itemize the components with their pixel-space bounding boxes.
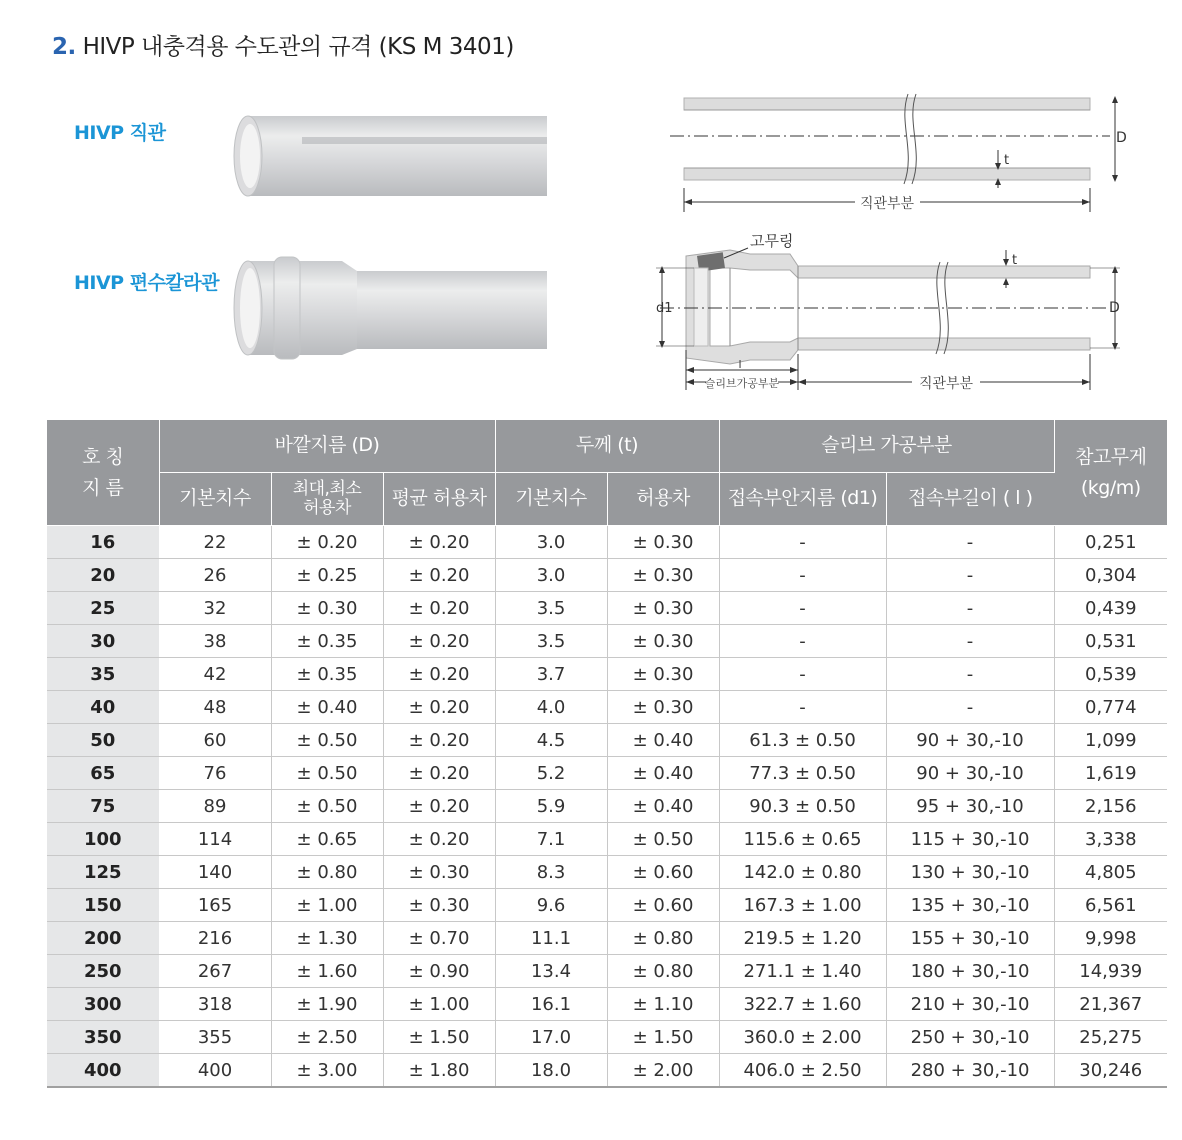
sleeve-d1-cell: 142.0 ± 0.80 <box>719 856 886 889</box>
rubber-ring-label: 고무링 <box>750 232 794 250</box>
table-row <box>47 691 1167 724</box>
sleeve-d1-cell: 77.3 ± 0.50 <box>719 757 886 790</box>
sleeve-length-cell: - <box>886 559 1054 592</box>
t-basic-cell: 3.0 <box>495 526 607 559</box>
nominal-size-cell: 30 <box>47 625 159 658</box>
collar-dim-t-label: t <box>1012 253 1018 268</box>
sleeve-length-cell: 90 + 30,-10 <box>886 724 1054 757</box>
collar-pipe-diagram <box>650 228 1140 398</box>
od-basic-cell: 22 <box>159 526 271 559</box>
sleeve-length-cell: 210 + 30,-10 <box>886 988 1054 1021</box>
od-avg-tol-cell: ± 0.70 <box>383 922 495 955</box>
sleeve-d1-cell: 406.0 ± 2.50 <box>719 1054 886 1088</box>
ref-weight-cell: 25,275 <box>1054 1021 1167 1054</box>
header-t-basic: 기본치수 <box>495 473 607 526</box>
ref-weight-cell: 9,998 <box>1054 922 1167 955</box>
t-tol-cell: ± 0.50 <box>607 823 719 856</box>
od-avg-tol-cell: ± 0.20 <box>383 790 495 823</box>
t-tol-cell: ± 0.30 <box>607 625 719 658</box>
sleeve-length-cell: 280 + 30,-10 <box>886 1054 1054 1088</box>
header-weight: 참고무게 (kg/m) <box>1054 420 1167 526</box>
od-avg-tol-cell: ± 0.20 <box>383 823 495 856</box>
od-basic-cell: 48 <box>159 691 271 724</box>
table-row <box>47 1021 1167 1054</box>
t-basic-cell: 16.1 <box>495 988 607 1021</box>
od-minmax-tol-cell: ± 1.00 <box>271 889 383 922</box>
nominal-size-cell: 40 <box>47 691 159 724</box>
od-basic-cell: 400 <box>159 1054 271 1088</box>
t-basic-cell: 13.4 <box>495 955 607 988</box>
od-avg-tol-cell: ± 0.90 <box>383 955 495 988</box>
dim-D-label: D <box>1116 130 1127 146</box>
t-tol-cell: ± 0.60 <box>607 856 719 889</box>
t-basic-cell: 5.2 <box>495 757 607 790</box>
header-outer-diameter: 바깥지름 (D) <box>159 420 495 473</box>
od-basic-cell: 165 <box>159 889 271 922</box>
ref-weight-cell: 2,156 <box>1054 790 1167 823</box>
sleeve-length-cell: - <box>886 592 1054 625</box>
ref-weight-cell: 30,246 <box>1054 1054 1167 1088</box>
t-basic-cell: 4.0 <box>495 691 607 724</box>
t-basic-cell: 18.0 <box>495 1054 607 1088</box>
od-minmax-tol-cell: ± 0.40 <box>271 691 383 724</box>
sleeve-d1-cell: - <box>719 559 886 592</box>
od-minmax-tol-cell: ± 0.50 <box>271 790 383 823</box>
t-basic-cell: 3.5 <box>495 625 607 658</box>
t-tol-cell: ± 0.30 <box>607 592 719 625</box>
ref-weight-cell: 0,251 <box>1054 526 1167 559</box>
sleeve-d1-cell: 90.3 ± 0.50 <box>719 790 886 823</box>
header-od-basic: 기본치수 <box>159 473 271 526</box>
nominal-size-cell: 20 <box>47 559 159 592</box>
od-avg-tol-cell: ± 0.20 <box>383 559 495 592</box>
table-row <box>47 823 1167 856</box>
table-row <box>47 724 1167 757</box>
ref-weight-cell: 6,561 <box>1054 889 1167 922</box>
sleeve-length-cell: 130 + 30,-10 <box>886 856 1054 889</box>
straight-section-label: 직관부분 <box>859 196 915 212</box>
nominal-size-cell: 400 <box>47 1054 159 1088</box>
dim-d1-label: d1 <box>656 301 673 316</box>
od-basic-cell: 32 <box>159 592 271 625</box>
t-basic-cell: 8.3 <box>495 856 607 889</box>
t-basic-cell: 3.7 <box>495 658 607 691</box>
table-row <box>47 658 1167 691</box>
od-basic-cell: 26 <box>159 559 271 592</box>
sleeve-d1-cell: 61.3 ± 0.50 <box>719 724 886 757</box>
section-number: 2. <box>52 34 76 60</box>
t-tol-cell: ± 0.80 <box>607 922 719 955</box>
od-avg-tol-cell: ± 0.30 <box>383 856 495 889</box>
od-minmax-tol-cell: ± 2.50 <box>271 1021 383 1054</box>
nominal-size-cell: 35 <box>47 658 159 691</box>
sleeve-length-cell: 250 + 30,-10 <box>886 1021 1054 1054</box>
header-thickness: 두께 (t) <box>495 420 719 473</box>
od-avg-tol-cell: ± 0.30 <box>383 889 495 922</box>
od-avg-tol-cell: ± 0.20 <box>383 757 495 790</box>
t-basic-cell: 11.1 <box>495 922 607 955</box>
od-avg-tol-cell: ± 0.20 <box>383 526 495 559</box>
od-basic-cell: 89 <box>159 790 271 823</box>
od-basic-cell: 76 <box>159 757 271 790</box>
header-od-avg: 평균 허용차 <box>383 473 495 526</box>
header-od-minmax: 최대,최소 허용차 <box>271 473 383 526</box>
nominal-size-cell: 125 <box>47 856 159 889</box>
nominal-size-cell: 16 <box>47 526 159 559</box>
od-minmax-tol-cell: ± 1.60 <box>271 955 383 988</box>
header-t-tol: 허용차 <box>607 473 719 526</box>
table-row <box>47 988 1167 1021</box>
sleeve-length-cell: - <box>886 526 1054 559</box>
straight-pipe-diagram <box>670 92 1140 217</box>
t-tol-cell: ± 0.30 <box>607 559 719 592</box>
table-row <box>47 526 1167 559</box>
nominal-size-cell: 350 <box>47 1021 159 1054</box>
ref-weight-cell: 0,531 <box>1054 625 1167 658</box>
sleeve-d1-cell: 271.1 ± 1.40 <box>719 955 886 988</box>
od-basic-cell: 114 <box>159 823 271 856</box>
od-basic-cell: 216 <box>159 922 271 955</box>
t-basic-cell: 9.6 <box>495 889 607 922</box>
od-basic-cell: 355 <box>159 1021 271 1054</box>
sleeve-d1-cell: - <box>719 592 886 625</box>
sleeve-length-cell: 135 + 30,-10 <box>886 889 1054 922</box>
t-tol-cell: ± 0.60 <box>607 889 719 922</box>
spec-table <box>47 420 1167 1088</box>
t-tol-cell: ± 0.40 <box>607 757 719 790</box>
t-tol-cell: ± 1.10 <box>607 988 719 1021</box>
od-minmax-tol-cell: ± 0.65 <box>271 823 383 856</box>
nominal-size-cell: 300 <box>47 988 159 1021</box>
sleeve-d1-cell: 167.3 ± 1.00 <box>719 889 886 922</box>
table-row <box>47 955 1167 988</box>
sleeve-length-cell: - <box>886 625 1054 658</box>
ref-weight-cell: 3,338 <box>1054 823 1167 856</box>
t-tol-cell: ± 0.30 <box>607 526 719 559</box>
spec-table-body <box>47 526 1167 1088</box>
table-row <box>47 592 1167 625</box>
od-avg-tol-cell: ± 1.00 <box>383 988 495 1021</box>
table-row <box>47 757 1167 790</box>
od-basic-cell: 38 <box>159 625 271 658</box>
ref-weight-cell: 0,304 <box>1054 559 1167 592</box>
header-sleeve-d1: 접속부안지름 (d1) <box>719 473 886 526</box>
sleeve-d1-cell: 115.6 ± 0.65 <box>719 823 886 856</box>
ref-weight-cell: 0,774 <box>1054 691 1167 724</box>
od-basic-cell: 60 <box>159 724 271 757</box>
t-tol-cell: ± 0.30 <box>607 658 719 691</box>
ref-weight-cell: 14,939 <box>1054 955 1167 988</box>
t-tol-cell: ± 0.40 <box>607 790 719 823</box>
od-minmax-tol-cell: ± 0.50 <box>271 724 383 757</box>
nominal-size-cell: 25 <box>47 592 159 625</box>
sleeve-d1-cell: 360.0 ± 2.00 <box>719 1021 886 1054</box>
table-row <box>47 625 1167 658</box>
nominal-size-cell: 200 <box>47 922 159 955</box>
t-tol-cell: ± 0.80 <box>607 955 719 988</box>
header-sleeve-len: 접속부길이 ( l ) <box>886 473 1054 526</box>
od-minmax-tol-cell: ± 0.30 <box>271 592 383 625</box>
ref-weight-cell: 21,367 <box>1054 988 1167 1021</box>
t-basic-cell: 5.9 <box>495 790 607 823</box>
sleeve-d1-cell: - <box>719 526 886 559</box>
straight-pipe-photo <box>232 110 547 200</box>
sleeve-length-cell: 180 + 30,-10 <box>886 955 1054 988</box>
t-tol-cell: ± 0.30 <box>607 691 719 724</box>
table-row <box>47 922 1167 955</box>
table-row <box>47 790 1167 823</box>
od-basic-cell: 318 <box>159 988 271 1021</box>
od-basic-cell: 140 <box>159 856 271 889</box>
sleeve-section-label: 슬리브가공부분 <box>704 377 780 390</box>
sleeve-d1-cell: 322.7 ± 1.60 <box>719 988 886 1021</box>
od-avg-tol-cell: ± 0.20 <box>383 592 495 625</box>
t-tol-cell: ± 2.00 <box>607 1054 719 1088</box>
collar-dim-D-label: D <box>1109 300 1120 316</box>
od-minmax-tol-cell: ± 1.30 <box>271 922 383 955</box>
sleeve-d1-cell: - <box>719 625 886 658</box>
od-minmax-tol-cell: ± 0.35 <box>271 658 383 691</box>
t-tol-cell: ± 0.40 <box>607 724 719 757</box>
page-title <box>52 28 514 61</box>
ref-weight-cell: 4,805 <box>1054 856 1167 889</box>
nominal-size-cell: 65 <box>47 757 159 790</box>
collar-pipe-label: HIVP 편수칼라관 <box>74 272 219 294</box>
dim-t-label: t <box>1004 153 1010 168</box>
od-avg-tol-cell: ± 1.80 <box>383 1054 495 1088</box>
nominal-size-cell: 50 <box>47 724 159 757</box>
nominal-size-cell: 100 <box>47 823 159 856</box>
sleeve-length-cell: 155 + 30,-10 <box>886 922 1054 955</box>
header-sleeve: 슬리브 가공부분 <box>719 420 1054 473</box>
od-avg-tol-cell: ± 1.50 <box>383 1021 495 1054</box>
t-basic-cell: 7.1 <box>495 823 607 856</box>
collar-straight-section-label: 직관부분 <box>918 376 974 392</box>
od-basic-cell: 42 <box>159 658 271 691</box>
od-basic-cell: 267 <box>159 955 271 988</box>
t-basic-cell: 17.0 <box>495 1021 607 1054</box>
ref-weight-cell: 1,619 <box>1054 757 1167 790</box>
od-minmax-tol-cell: ± 0.25 <box>271 559 383 592</box>
ref-weight-cell: 0,439 <box>1054 592 1167 625</box>
od-minmax-tol-cell: ± 1.90 <box>271 988 383 1021</box>
dim-l-label: l <box>738 358 742 371</box>
sleeve-length-cell: 90 + 30,-10 <box>886 757 1054 790</box>
table-row <box>47 559 1167 592</box>
t-basic-cell: 3.0 <box>495 559 607 592</box>
t-basic-cell: 3.5 <box>495 592 607 625</box>
od-minmax-tol-cell: ± 0.50 <box>271 757 383 790</box>
table-row <box>47 856 1167 889</box>
od-avg-tol-cell: ± 0.20 <box>383 724 495 757</box>
od-minmax-tol-cell: ± 0.80 <box>271 856 383 889</box>
t-basic-cell: 4.5 <box>495 724 607 757</box>
sleeve-length-cell: 115 + 30,-10 <box>886 823 1054 856</box>
ref-weight-cell: 0,539 <box>1054 658 1167 691</box>
ref-weight-cell: 1,099 <box>1054 724 1167 757</box>
od-minmax-tol-cell: ± 0.35 <box>271 625 383 658</box>
od-minmax-tol-cell: ± 0.20 <box>271 526 383 559</box>
od-avg-tol-cell: ± 0.20 <box>383 625 495 658</box>
nominal-size-cell: 150 <box>47 889 159 922</box>
collar-pipe-photo <box>232 255 547 360</box>
section-title: HIVP 내충격용 수도관의 규격 (KS M 3401) <box>82 34 514 60</box>
header-nominal: 호 칭 지 름 <box>47 420 159 526</box>
od-minmax-tol-cell: ± 3.00 <box>271 1054 383 1088</box>
sleeve-length-cell: - <box>886 658 1054 691</box>
table-row <box>47 889 1167 922</box>
od-avg-tol-cell: ± 0.20 <box>383 691 495 724</box>
sleeve-d1-cell: 219.5 ± 1.20 <box>719 922 886 955</box>
sleeve-d1-cell: - <box>719 691 886 724</box>
sleeve-length-cell: 95 + 30,-10 <box>886 790 1054 823</box>
od-avg-tol-cell: ± 0.20 <box>383 658 495 691</box>
nominal-size-cell: 75 <box>47 790 159 823</box>
t-tol-cell: ± 1.50 <box>607 1021 719 1054</box>
straight-pipe-label: HIVP 직관 <box>74 122 166 144</box>
sleeve-d1-cell: - <box>719 658 886 691</box>
nominal-size-cell: 250 <box>47 955 159 988</box>
table-row <box>47 1054 1167 1088</box>
sleeve-length-cell: - <box>886 691 1054 724</box>
